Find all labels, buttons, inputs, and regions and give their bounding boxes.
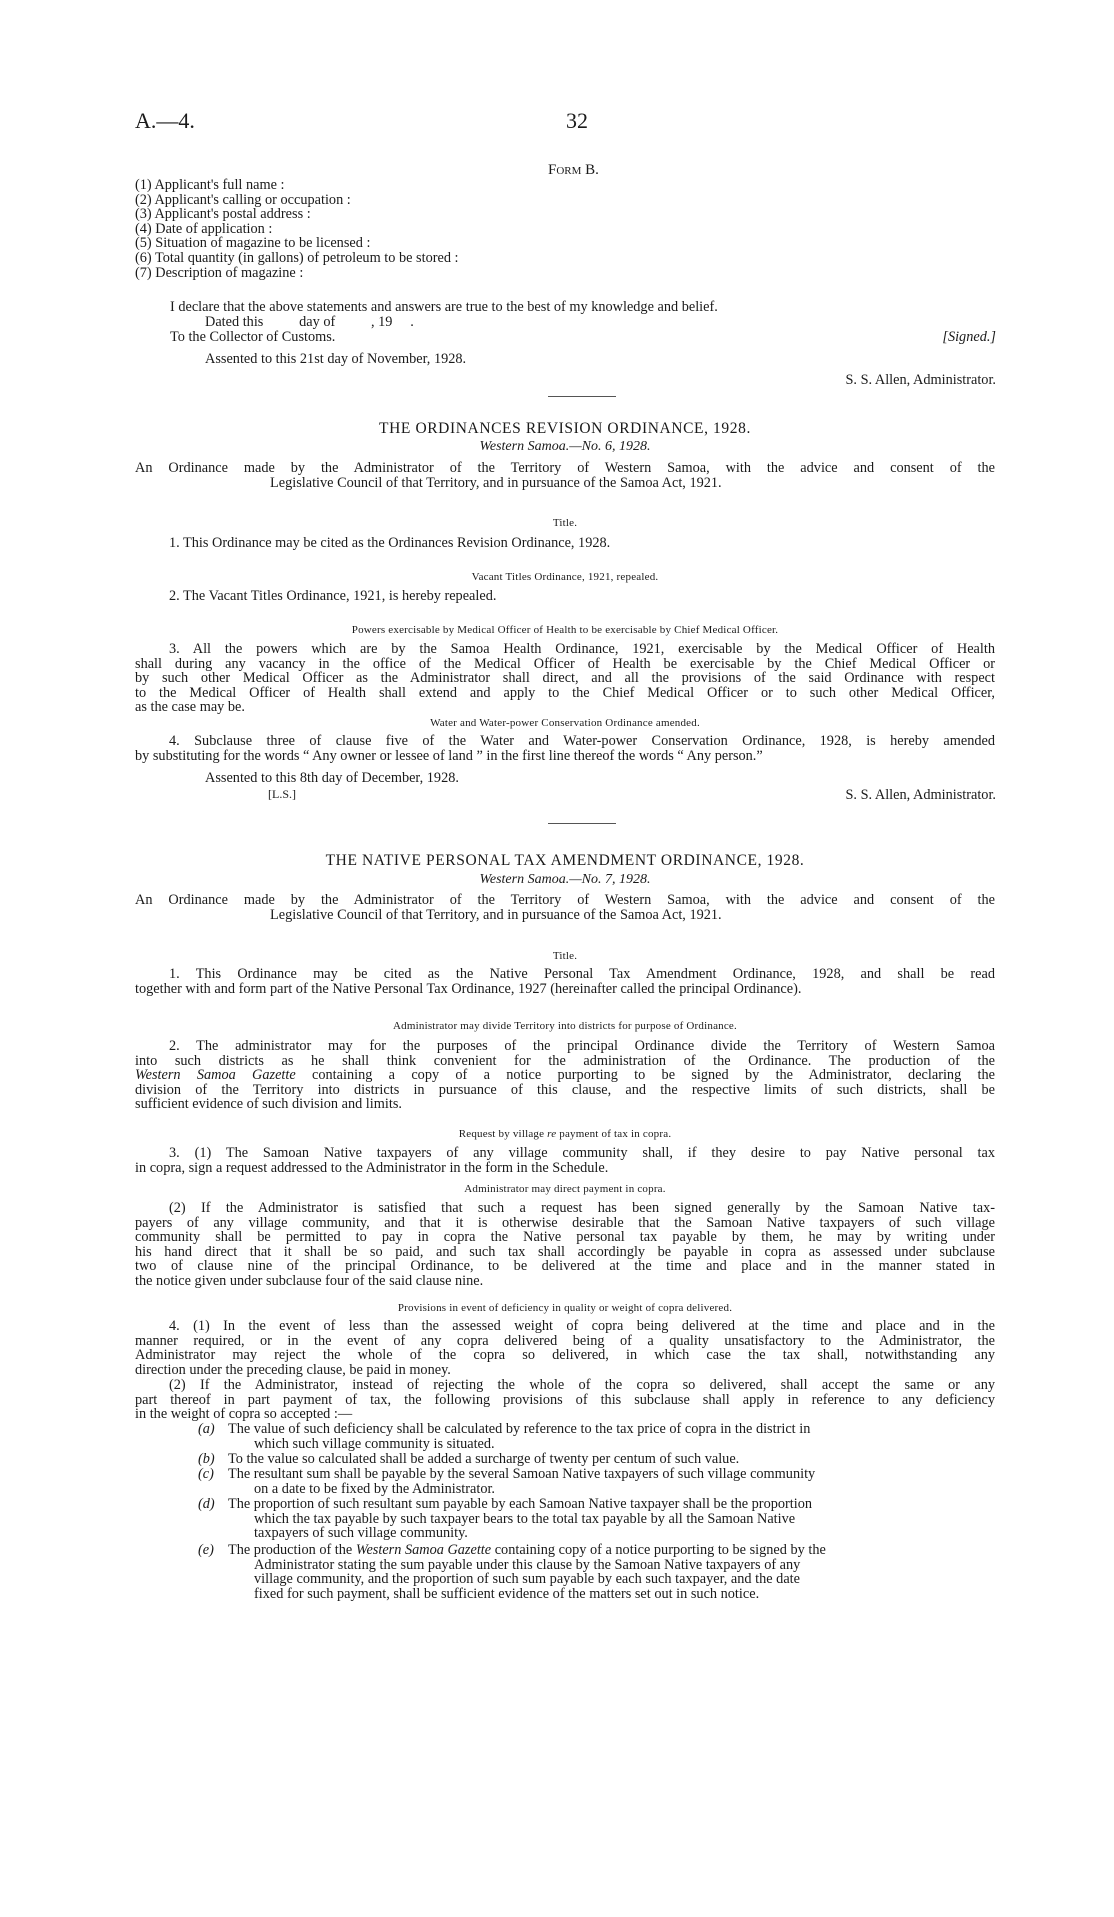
item-label: (c) bbox=[198, 1466, 214, 1482]
form-field: (5) Situation of magazine to be licensed : bbox=[135, 235, 371, 252]
section-line: manner required, or in the event of any copra delivered being of a quality unsatisfactory to the Administrator, the bbox=[135, 1332, 995, 1349]
item-label: (b) bbox=[198, 1451, 215, 1467]
item-line: The production of the Western Samoa Gazette containing copy of a notice purporting to be signed by the bbox=[228, 1542, 826, 1558]
item-label: (e) bbox=[198, 1542, 214, 1558]
section-line: by substituting for the words “ Any owner or lessee of land ” in the first line thereof the words “ Any person.” bbox=[135, 747, 763, 764]
section-line: 1. This Ordinance may be cited as the Ordinances Revision Ordinance, 1928. bbox=[169, 535, 611, 551]
section-line: his hand direct that it shall be so paid, and such tax shall accordingly be payable in copra as assessed under subclause bbox=[135, 1243, 995, 1260]
section-line: (2) If the Administrator, instead of rejecting the whole of the copra so delivered, shall accept the same or any bbox=[169, 1377, 995, 1393]
section-text bbox=[135, 734, 995, 763]
preamble-line: An Ordinance made by the Administrator of the Territory of Western Samoa, with the advice and consent of the bbox=[135, 460, 995, 476]
preamble-line: An Ordinance made by the Administrator of the Territory of Western Samoa, with the advice and consent of the bbox=[135, 892, 995, 908]
form-signatory: S. S. Allen, Administrator. bbox=[845, 372, 996, 388]
section-line: 2. The administrator may for the purposes of the principal Ordinance divide the Territory of Western Samoa bbox=[169, 1038, 995, 1054]
section-line: 4. (1) In the event of less than the assessed weight of copra being delivered at the time and place and in the bbox=[169, 1318, 995, 1334]
form-declaration: I declare that the above statements and answers are true to the best of my knowledge and belief. bbox=[170, 299, 718, 315]
item-line: taxpayers of such village community. bbox=[254, 1525, 468, 1542]
section-divider bbox=[548, 396, 616, 397]
section-line: 4. Subclause three of clause five of the Water and Water-power Conservation Ordinance, 1928, is hereby amended bbox=[169, 733, 995, 749]
seal-mark: [L.S.] bbox=[268, 787, 296, 801]
section-line: the notice given under subclause four of the said clause nine. bbox=[135, 1272, 484, 1289]
item-line: which such village community is situated. bbox=[254, 1435, 495, 1452]
form-assent: Assented to this 21st day of November, 1928. bbox=[205, 351, 467, 367]
list-item bbox=[198, 1543, 995, 1601]
form-addressee: To the Collector of Customs. bbox=[170, 329, 336, 345]
form-field: (3) Applicant's postal address : bbox=[135, 206, 311, 223]
form-field: (7) Description of magazine : bbox=[135, 264, 304, 281]
section-line: 3. All the powers which are by the Samoa Health Ordinance, 1921, exercisable by the Medical Officer of Health bbox=[169, 641, 995, 657]
marginal-note: Powers exercisable by Medical Officer of Health to be exercisable by Chief Medical Officer. bbox=[351, 624, 779, 636]
section-line: (2) If the Administrator is satisfied that such a request has been signed generally by the Samoan Native tax- bbox=[169, 1200, 995, 1216]
section-line: payers of any village community, and that it is otherwise desirable that the Samoan Native taxpayers of such village bbox=[135, 1214, 995, 1231]
form-field: (4) Date of application : bbox=[135, 220, 273, 237]
section-text bbox=[135, 1146, 995, 1175]
preamble-line: Legislative Council of that Territory, and in pursuance of the Samoa Act, 1921. bbox=[270, 474, 722, 491]
form-dated: Dated this day of , 19 . bbox=[205, 314, 414, 330]
section-line: shall during any vacancy in the office of the Medical Officer of Health be exercisable by the Chief Medical Officer or bbox=[135, 655, 995, 672]
section-line: community shall be permitted to pay in copra the Native personal tax payable by them, he may by writing under bbox=[135, 1229, 995, 1246]
marginal-note: Administrator may direct payment in copra. bbox=[464, 1183, 666, 1195]
form-signed: [Signed.] bbox=[942, 329, 996, 345]
section-line: part thereof in part payment of tax, the following provisions of this subclause shall apply in reference to any deficiency bbox=[135, 1391, 995, 1408]
item-line: The value of such deficiency shall be calculated by reference to the tax price of copra in the district in bbox=[228, 1421, 811, 1437]
item-line: fixed for such payment, shall be sufficient evidence of the matters set out in such notice. bbox=[254, 1585, 760, 1602]
ordinance-subtitle: Western Samoa.—No. 6, 1928. bbox=[479, 439, 651, 454]
item-line: which the tax payable by such taxpayer bears to the total tax payable by all the Samoan Native bbox=[254, 1510, 796, 1527]
section-text bbox=[135, 1319, 995, 1377]
section-line: two of clause nine of the principal Ordinance, to be delivered at the time and place and in the manner stated in bbox=[135, 1258, 995, 1275]
marginal-note: Title. bbox=[552, 950, 578, 962]
item-line: To the value so calculated shall be added a surcharge of twenty per centum of such value. bbox=[228, 1451, 740, 1467]
item-label: (d) bbox=[198, 1496, 215, 1512]
item-label: (a) bbox=[198, 1421, 215, 1437]
preamble-line: Legislative Council of that Territory, and in pursuance of the Samoa Act, 1921. bbox=[270, 906, 722, 923]
section-line: as the case may be. bbox=[135, 699, 245, 716]
ordinance-assent: Assented to this 8th day of December, 1928. bbox=[205, 770, 459, 786]
section-text bbox=[135, 642, 995, 715]
section-line: 2. The Vacant Titles Ordinance, 1921, is hereby repealed. bbox=[169, 588, 497, 604]
form-field: (2) Applicant's calling or occupation : bbox=[135, 191, 351, 208]
section-line: 1. This Ordinance may be cited as the Native Personal Tax Amendment Ordinance, 1928, and shall be read bbox=[169, 966, 995, 982]
section-line: Administrator may reject the whole of the copra so delivered, in which case the tax shall, notwithstanding any bbox=[135, 1347, 995, 1364]
section-text bbox=[135, 967, 995, 996]
form-field: (1) Applicant's full name : bbox=[135, 177, 285, 193]
marginal-note: Title. bbox=[552, 517, 578, 529]
list-item bbox=[198, 1467, 995, 1496]
item-line: The resultant sum shall be payable by the several Samoan Native taxpayers of such village community bbox=[228, 1466, 816, 1482]
form-title: Form B. bbox=[548, 162, 599, 178]
list-item bbox=[198, 1497, 995, 1541]
marginal-note: Vacant Titles Ordinance, 1921, repealed. bbox=[471, 571, 659, 583]
section-text bbox=[135, 1378, 995, 1422]
section-text bbox=[135, 536, 995, 551]
section-line: in copra, sign a request addressed to the Administrator in the form in the Schedule. bbox=[135, 1159, 609, 1176]
ordinance-subtitle: Western Samoa.—No. 7, 1928. bbox=[479, 872, 651, 887]
section-line: Western Samoa Gazette containing a copy of a notice purporting to be signed by the Administrator, declaring the bbox=[135, 1067, 995, 1084]
marginal-note: Request by village re payment of tax in copra. bbox=[458, 1128, 672, 1140]
ordinance-title: THE NATIVE PERSONAL TAX AMENDMENT ORDINANCE, 1928. bbox=[325, 852, 805, 869]
form-fields bbox=[135, 178, 459, 280]
section-line: to the Medical Officer of Health shall extend and apply to the Chief Medical Officer or to such other Medical Officer, bbox=[135, 684, 995, 701]
marginal-note: Provisions in event of deficiency in quality or weight of copra delivered. bbox=[397, 1302, 733, 1314]
marginal-note: Administrator may divide Territory into districts for purpose of Ordinance. bbox=[393, 1020, 737, 1032]
page-reference: A.—4. bbox=[135, 108, 195, 133]
section-line: into such districts as he shall think convenient for the administration of the Ordinance. The production of the bbox=[135, 1052, 995, 1069]
section-line: in the weight of copra so accepted :— bbox=[135, 1406, 353, 1423]
item-line: The proportion of such resultant sum payable by each Samoan Native taxpayer shall be the proportion bbox=[228, 1496, 813, 1512]
list-item bbox=[198, 1422, 995, 1451]
section-text bbox=[135, 1201, 995, 1289]
section-divider bbox=[548, 823, 616, 824]
ordinance-preamble bbox=[135, 461, 995, 490]
item-line: village community, and the proportion of such sum payable by each such taxpayer, and the date bbox=[254, 1571, 800, 1588]
section-line: together with and form part of the Native Personal Tax Ordinance, 1927 (hereinafter called the principal Ordinance). bbox=[135, 980, 802, 997]
section-line: by such other Medical Officer as the Administrator shall direct, and all the provisions of the said Ordinance with respect bbox=[135, 670, 995, 687]
section-text bbox=[135, 589, 995, 604]
marginal-note: Water and Water-power Conservation Ordinance amended. bbox=[430, 717, 700, 729]
item-line: Administrator stating the sum payable under this clause by the Samoan Native taxpayers of any bbox=[254, 1556, 801, 1573]
page-number: 32 bbox=[566, 108, 588, 133]
list-item bbox=[198, 1452, 995, 1467]
ordinance-title: THE ORDINANCES REVISION ORDINANCE, 1928. bbox=[379, 420, 751, 437]
section-line: direction under the preceding clause, be paid in money. bbox=[135, 1361, 451, 1378]
form-field: (6) Total quantity (in gallons) of petroleum to be stored : bbox=[135, 249, 459, 266]
section-text bbox=[135, 1039, 995, 1112]
section-line: sufficient evidence of such division and limits. bbox=[135, 1096, 402, 1113]
ordinance-signatory: S. S. Allen, Administrator. bbox=[845, 787, 996, 803]
section-line: 3. (1) The Samoan Native taxpayers of any village community shall, if they desire to pay Native personal tax bbox=[169, 1145, 995, 1161]
item-line: on a date to be fixed by the Administrator. bbox=[254, 1480, 496, 1497]
ordinance-preamble bbox=[135, 893, 995, 922]
section-line: division of the Territory into districts in pursuance of this clause, and the respective limits of such districts, shall be bbox=[135, 1081, 995, 1098]
